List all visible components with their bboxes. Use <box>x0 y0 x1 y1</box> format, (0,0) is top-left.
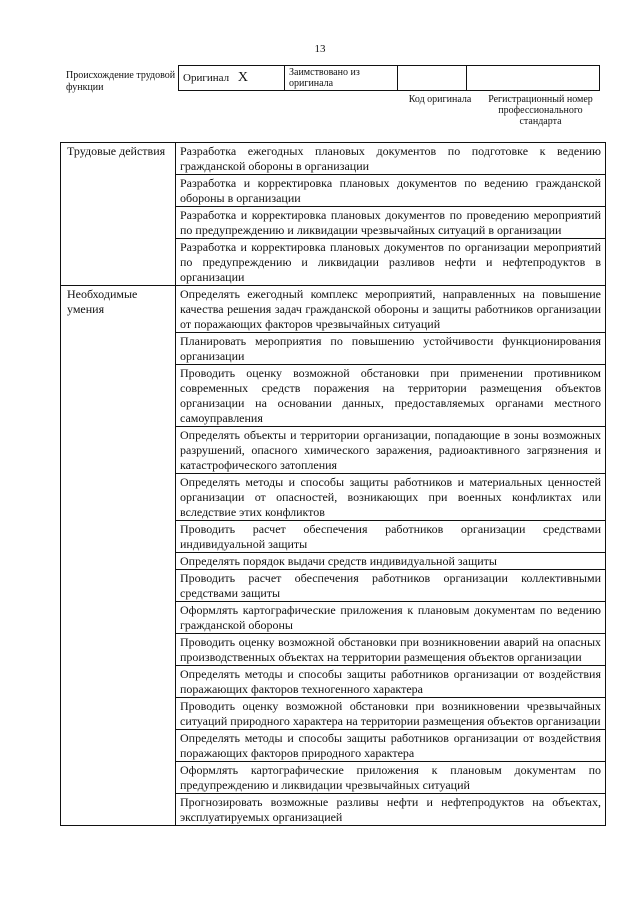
table-row <box>61 143 606 175</box>
reg-number-cell <box>467 66 600 91</box>
table-cell: Разработка и корректировка плановых документов по ведению гражданской обороны в организации <box>176 175 606 207</box>
table-cell: Определять методы и способы защиты работников организации от воздействия поражающих факторов природного характера <box>176 730 606 762</box>
code-cell <box>398 66 467 91</box>
table-cell: Проводить оценку возможной обстановки при возникновении аварий на опасных производственных объектах на территории размещения объектов организации <box>176 634 606 666</box>
table-cell: Оформлять картографические приложения к плановым документам по предупреждению и ликвидации чрезвычайных ситуаций <box>176 762 606 794</box>
reg-number-label: Регистрационный номер профессионального стандарта <box>488 94 593 127</box>
table-cell: Определять методы и способы защиты работников организации от воздействия поражающих факторов техногенного характера <box>176 666 606 698</box>
table-cell: Определять методы и способы защиты работников и материальных ценностей организации от опасностей, возникающих при военных конфликтах или вследствие этих конфликтов <box>176 474 606 521</box>
table-cell: Разработка и корректировка плановых документов по организации мероприятий по предупреждению и ликвидации разливов нефти и нефтепродуктов в организации <box>176 239 606 286</box>
table-cell: Определять ежегодный комплекс мероприятий, направленных на повышение качества решения задач гражданской обороны и защиты работников организации от поражающих факторов чрезвычайных ситуаций <box>176 286 606 333</box>
table-cell: Проводить расчет обеспечения работников организации средствами индивидуальной защиты <box>176 521 606 553</box>
table-cell: Разработка и корректировка плановых документов по проведению мероприятий по предупреждению и ликвидации чрезвычайных ситуаций в организации <box>176 207 606 239</box>
original-cell <box>179 66 285 91</box>
origin-row <box>179 66 600 91</box>
section-title: Трудовые действия <box>61 143 176 286</box>
table-cell: Планировать мероприятия по повышению устойчивости функционирования организации <box>176 333 606 365</box>
table-row <box>61 286 606 333</box>
borrowed-cell: Заимствовано из оригинала <box>285 66 398 91</box>
origin-label: Происхождение трудовой функции <box>66 70 176 93</box>
original-label: Оригинал <box>183 72 230 84</box>
code-label: Код оригинала <box>408 94 472 105</box>
table-cell: Определять порядок выдачи средств индивидуальной защиты <box>176 553 606 570</box>
table-cell: Проводить расчет обеспечения работников организации коллективными средствами защиты <box>176 570 606 602</box>
table-cell: Проводить оценку возможной обстановки при применении противником современных средств поражения на территории размещения объектов организации на основании данных, предоставляемых органами местного самоуправления <box>176 365 606 427</box>
page-number: 13 <box>314 43 326 55</box>
section-title: Необходимые умения <box>61 286 176 826</box>
table-cell: Проводить оценку возможной обстановки при возникновении чрезвычайных ситуаций природного характера на территории размещения объектов организации <box>176 698 606 730</box>
original-mark: X <box>237 70 248 85</box>
labor-function-table <box>60 142 606 826</box>
labor-function-body <box>61 143 606 826</box>
table-cell: Разработка ежегодных плановых документов по подготовке к ведению гражданской обороны в организации <box>176 143 606 175</box>
table-cell: Оформлять картографические приложения к плановым документам по ведению гражданской обороны <box>176 602 606 634</box>
origin-table <box>178 65 600 91</box>
table-cell: Прогнозировать возможные разливы нефти и нефтепродуктов на объектах, эксплуатируемых организацией <box>176 794 606 826</box>
table-cell: Определять объекты и территории организации, попадающие в зоны возможных разрушений, опасного химического заражения, радиоактивного загрязнения и катастрофического затопления <box>176 427 606 474</box>
